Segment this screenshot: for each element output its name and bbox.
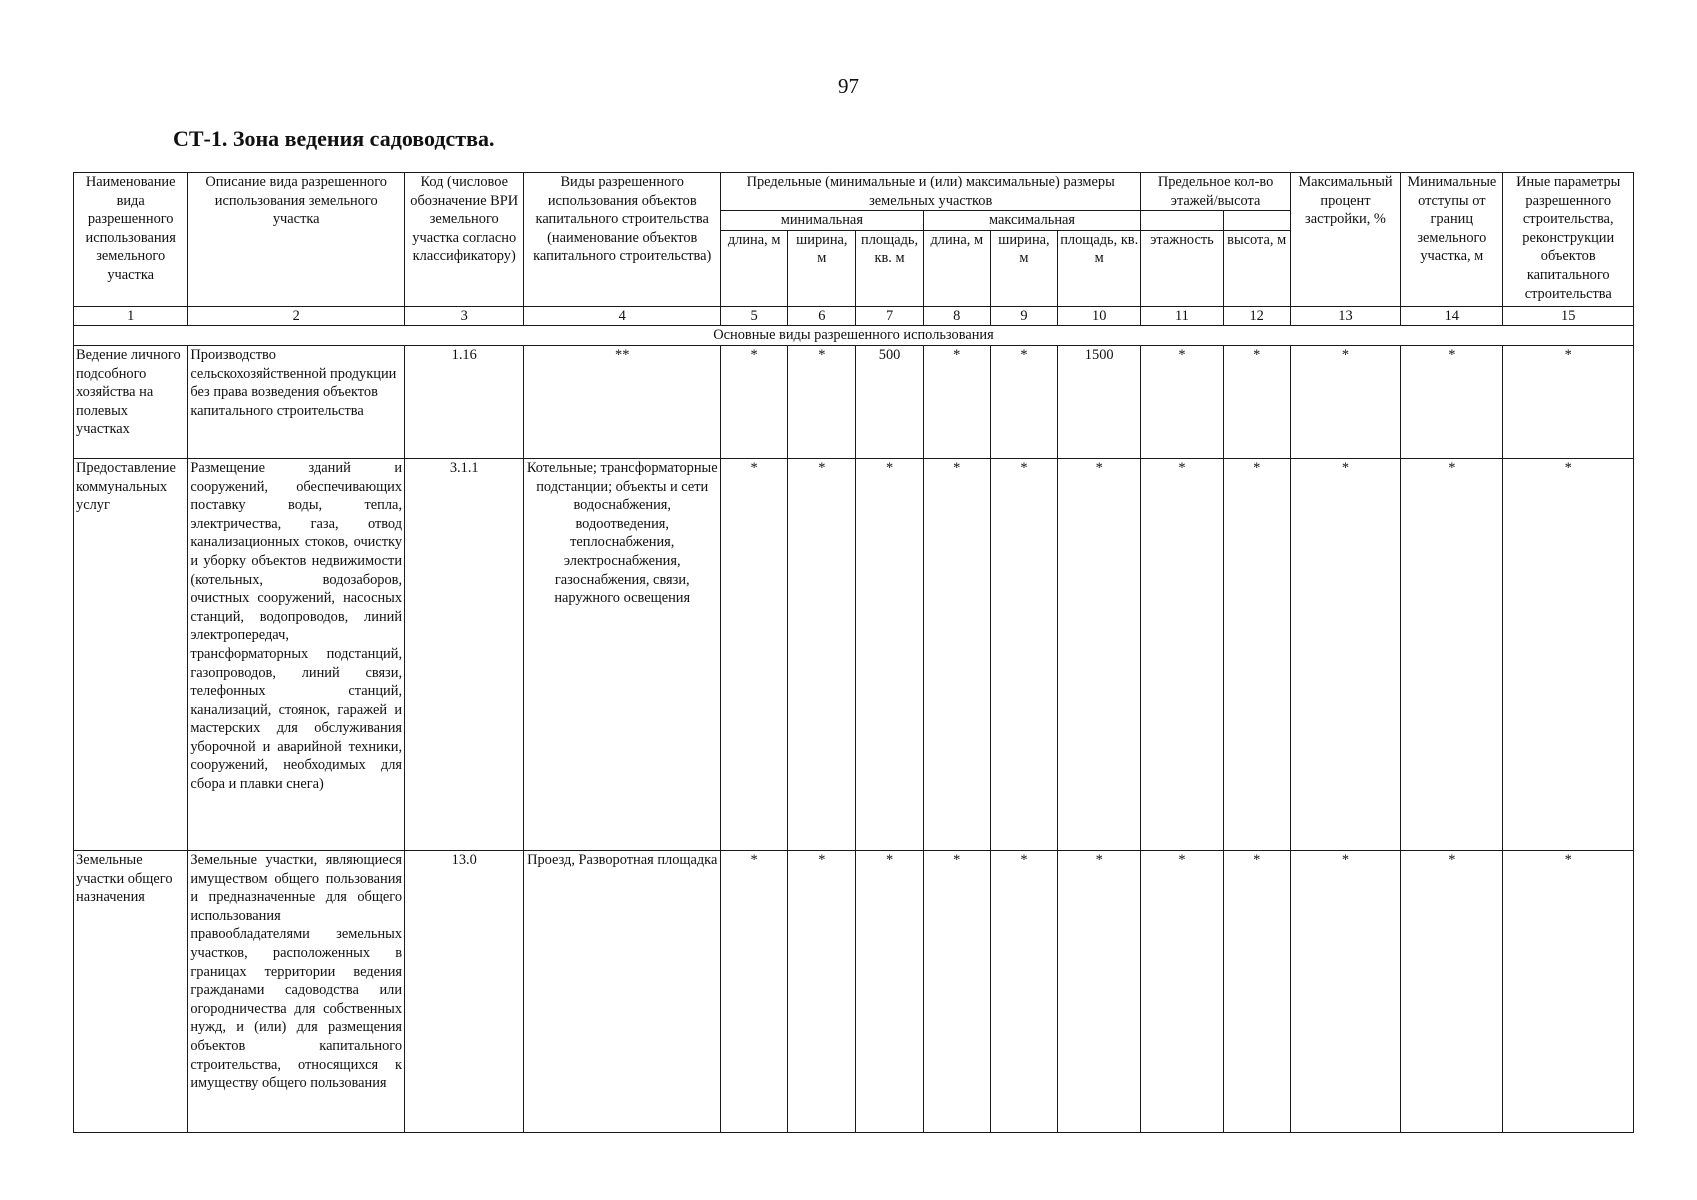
column-number: 15 bbox=[1503, 306, 1634, 326]
row-value: * bbox=[788, 458, 856, 850]
row-code: 1.16 bbox=[405, 345, 524, 458]
table-row bbox=[74, 850, 1634, 1132]
row-value: * bbox=[1141, 850, 1223, 1132]
row-value: * bbox=[990, 345, 1057, 458]
row-value: * bbox=[1290, 345, 1400, 458]
header-max-length: длина, м bbox=[923, 230, 990, 306]
row-value: * bbox=[1290, 850, 1400, 1132]
row-value: * bbox=[788, 345, 856, 458]
column-number: 6 bbox=[788, 306, 856, 326]
column-number: 9 bbox=[990, 306, 1057, 326]
column-number: 1 bbox=[74, 306, 188, 326]
header-floors-spacer bbox=[1141, 211, 1223, 231]
header-min-length: длина, м bbox=[721, 230, 788, 306]
row-name: Земельные участки общего назначения bbox=[74, 850, 188, 1132]
row-value: * bbox=[990, 850, 1057, 1132]
row-kinds: Котельные; трансформаторные подстанции; объекты и сети водоснабжения, водоотведения, теплоснабжения, электроснабжения, газоснабжения, связи, наружного освещения bbox=[524, 458, 721, 850]
row-value: * bbox=[1223, 850, 1290, 1132]
header-floors-group: Предельное кол-во этажей/высота bbox=[1141, 173, 1290, 211]
row-value: * bbox=[1401, 345, 1503, 458]
row-value: * bbox=[923, 345, 990, 458]
row-kinds: ** bbox=[524, 345, 721, 458]
row-value: * bbox=[721, 850, 788, 1132]
zone-title: СТ-1. Зона ведения садоводства. bbox=[173, 126, 495, 151]
row-value: * bbox=[1223, 458, 1290, 850]
section-title: Основные виды разрешенного использования bbox=[74, 326, 1634, 346]
row-kinds: Проезд, Разворотная площадка bbox=[524, 850, 721, 1132]
row-value: * bbox=[721, 458, 788, 850]
header-max-width: ширина, м bbox=[990, 230, 1057, 306]
section-row bbox=[74, 326, 1634, 346]
header-max-percent: Максимальный процент застройки, % bbox=[1290, 173, 1400, 307]
header-min-offsets: Минимальные отступы от границ земельного участка, м bbox=[1401, 173, 1503, 307]
row-description: Земельные участки, являющиеся имуществом общего пользования и предназначенные для общего использования правообладателями земельных участков, расположенных в границах территории ведения гражданами садоводства или огородничества для собственных нужд, и (или) для размещения объектов капитального строительства, относящихся к имуществу общего пользования bbox=[188, 850, 405, 1132]
column-number: 14 bbox=[1401, 306, 1503, 326]
header-other: Иные параметры разрешенного строительства, реконструкции объектов капитального строительства bbox=[1503, 173, 1634, 307]
row-code: 3.1.1 bbox=[405, 458, 524, 850]
row-value: 1500 bbox=[1058, 345, 1141, 458]
column-number: 10 bbox=[1058, 306, 1141, 326]
column-number: 2 bbox=[188, 306, 405, 326]
row-value: * bbox=[1503, 345, 1634, 458]
row-value: * bbox=[721, 345, 788, 458]
header-limits: Предельные (минимальные и (или) максимальные) размеры земельных участков bbox=[721, 173, 1141, 211]
row-value: * bbox=[1401, 850, 1503, 1132]
row-value: * bbox=[923, 458, 990, 850]
row-value: * bbox=[1058, 458, 1141, 850]
row-value: 500 bbox=[856, 345, 923, 458]
row-description: Размещение зданий и сооружений, обеспечивающих поставку воды, тепла, электричества, газа, отвод канализационных стоков, очистку и уборку объектов недвижимости (котельных, водозаборов, очистных сооружений, насосных станций, водопроводов, линий электропередач, трансформаторных подстанций, газопроводов, линий связи, телефонных станций, канализаций, стоянок, гаражей и мастерских для обслуживания уборочной и аварийной техники, сооружений, необходимых для сбора и плавки снега) bbox=[188, 458, 405, 850]
row-value: * bbox=[1401, 458, 1503, 850]
column-number: 13 bbox=[1290, 306, 1400, 326]
page-number: 97 bbox=[838, 74, 859, 98]
row-value: * bbox=[788, 850, 856, 1132]
column-number: 3 bbox=[405, 306, 524, 326]
row-value: * bbox=[1141, 345, 1223, 458]
header-max-area: площадь, кв. м bbox=[1058, 230, 1141, 306]
row-name: Предоставление коммунальных услуг bbox=[74, 458, 188, 850]
row-value: * bbox=[1290, 458, 1400, 850]
column-number: 12 bbox=[1223, 306, 1290, 326]
row-value: * bbox=[1503, 850, 1634, 1132]
header-minimal: минимальная bbox=[721, 211, 924, 231]
column-numbers-row bbox=[74, 306, 1634, 326]
column-number: 11 bbox=[1141, 306, 1223, 326]
row-value: * bbox=[856, 850, 923, 1132]
row-value: * bbox=[1503, 458, 1634, 850]
row-description: Производство сельскохозяйственной продукции без права возведения объектов капитального строительства bbox=[188, 345, 405, 458]
column-number: 8 bbox=[923, 306, 990, 326]
regulations-table bbox=[73, 172, 1634, 1133]
row-name: Ведение личного подсобного хозяйства на полевых участках bbox=[74, 345, 188, 458]
header-kinds: Виды разрешенного использования объектов капитального строительства (наименование объектов капитального строительства) bbox=[524, 173, 721, 307]
header-height: высота, м bbox=[1223, 230, 1290, 306]
header-floors: этажность bbox=[1141, 230, 1223, 306]
row-code: 13.0 bbox=[405, 850, 524, 1132]
column-number: 4 bbox=[524, 306, 721, 326]
header-code: Код (числовое обозначение ВРИ земельного участка согласно классификатору) bbox=[405, 173, 524, 307]
column-number: 7 bbox=[856, 306, 923, 326]
table-row bbox=[74, 458, 1634, 850]
header-min-width: ширина, м bbox=[788, 230, 856, 306]
row-value: * bbox=[923, 850, 990, 1132]
header-name: Наименование вида разрешенного использования земельного участка bbox=[74, 173, 188, 307]
row-value: * bbox=[990, 458, 1057, 850]
header-maximal: максимальная bbox=[923, 211, 1141, 231]
row-value: * bbox=[856, 458, 923, 850]
row-value: * bbox=[1058, 850, 1141, 1132]
row-value: * bbox=[1141, 458, 1223, 850]
header-description: Описание вида разрешенного использования земельного участка bbox=[188, 173, 405, 307]
header-height-spacer bbox=[1223, 211, 1290, 231]
table-row bbox=[74, 345, 1634, 458]
column-number: 5 bbox=[721, 306, 788, 326]
header-min-area: площадь, кв. м bbox=[856, 230, 923, 306]
row-value: * bbox=[1223, 345, 1290, 458]
